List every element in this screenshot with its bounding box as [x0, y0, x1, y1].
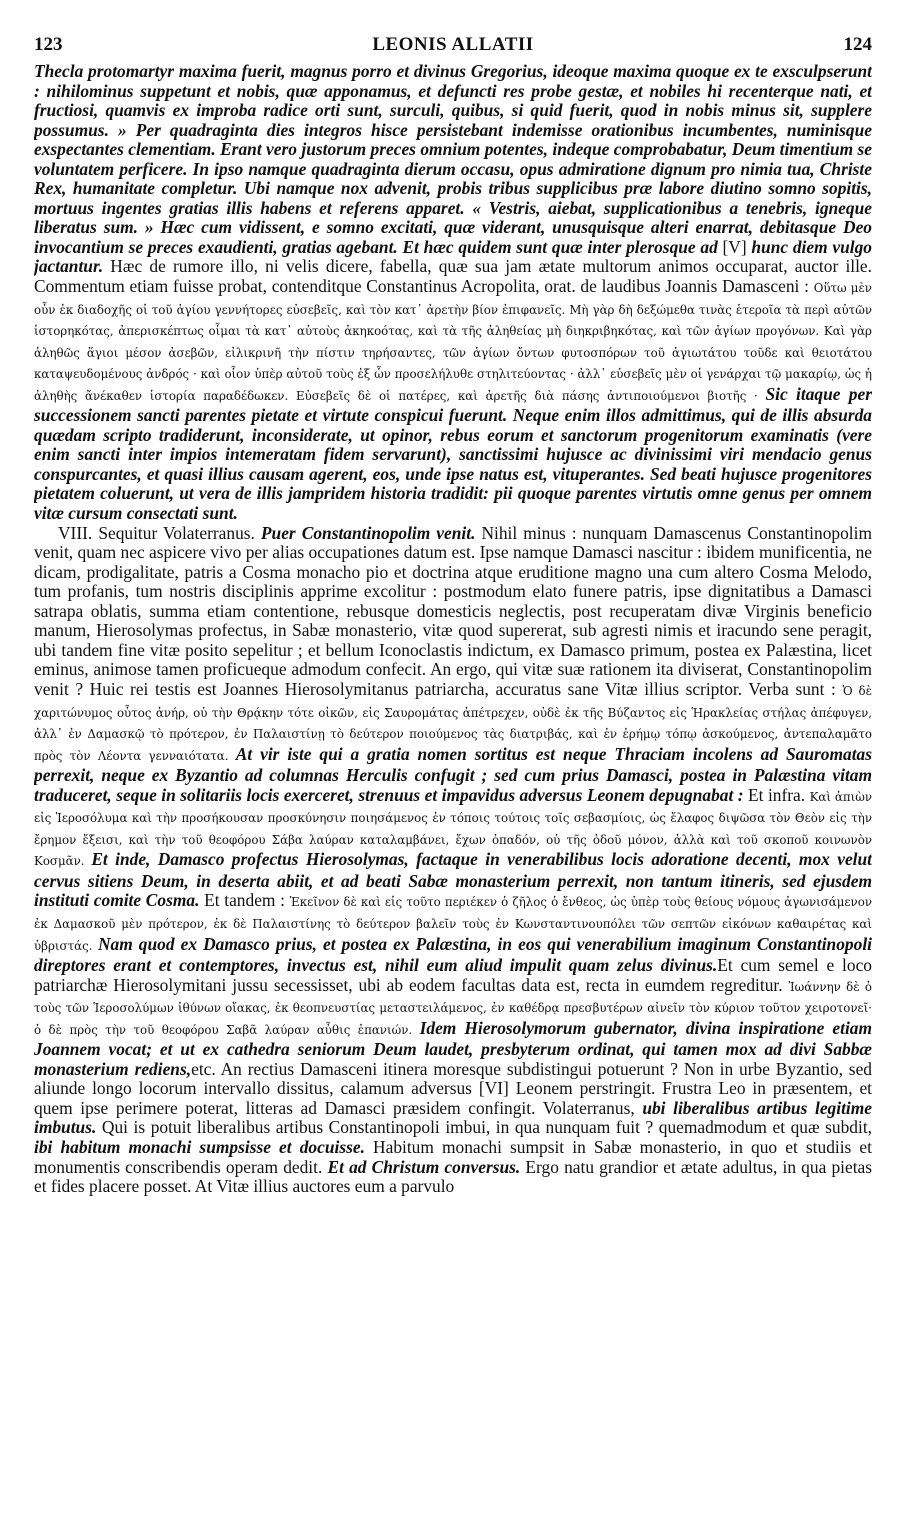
- text-body: [34, 62, 872, 1197]
- latin-italic-text: ibi habitum monachi sumpsisse et docuisse.: [34, 1136, 365, 1157]
- latin-italic-text: Thecla protomartyr maxima fuerit, magnus porro et divinus Gregorius, ideoque maxima quoque ex te exsculpserunt : nihilominus suppetunt et nobis, quæ apponamus, et defuncti res probe gestæ, et nobiles hi recenterque nati, et fructiosi, quamvis ex improba radice orti sunt, surculi, quibus, si quid fuerit, quod in nobis minus sit, supplere possumus. » Per quadraginta dies integros hisce persistebant indemisse orationibus incumbentes, numinisque exspectantes clementiam. Erant vero justorum preces omnium potentes, indeque comprobabatur, Deum timentium se voluntatem perficere. In ipso namque quadraginta dierum occasu, opus admiratione dignum pro nimia tua, Christe Rex, humanitate completur. Ubi namque nox advenit, probis tribus supplicibus præ labore diutino somno sopitis, mortuus ingentes gratias illis habens et referens apparet. « Vestris, aiebat, supplicationibus a tenebris, igneque liberatus sum. » Hæc cum vidissent, e somno excitati, quæ viderant, unusquisque alteri enarrat, debitasque Deo invocantium se preces exaudienti, gratias agebant. Et hæc quidem sunt quæ inter plerosque ad: [34, 61, 872, 257]
- latin-roman-text: Qui is potuit liberalibus artibus Constantinopoli imbui, in qua nunquam fuit ? quemadmodum et quæ subdit,: [96, 1117, 872, 1138]
- running-header: [34, 30, 872, 62]
- running-title: LEONIS ALLATII: [372, 34, 534, 55]
- latin-italic-text: At vir iste qui a gratia nomen sortitus est neque Thraciam incolens ad Sauromatas perrexit, neque ex Byzantio ad columnas Herculis confugit ; sed cum prius Damasci, postea in Palæstina vitam traduceret, seque in solitariis locis exerceret, strenuus et impavidus adversus Leonem depugnabat :: [34, 743, 872, 805]
- latin-roman-text: Ergo natu grandior et ætate adultus, in qua pietas et fides placere posset. At Vitæ illius auctores eum a parvulo: [34, 1156, 872, 1197]
- paragraph: [34, 62, 872, 524]
- page-number-left: 123: [34, 34, 63, 55]
- latin-italic-text: Et ad Christum conversus.: [327, 1156, 521, 1177]
- latin-roman-text: Nihil minus : nunquam Damascenus Constantinopolim venit, quam nec aspicere vivo per alias occupationes datum est. Ipse namque Damasci nascitur : ibidem munificentia, ne dicam, prodigalitate, patris a Cosma monacho pio et doctrina atque eruditione magno una cum altero Cosma Melodo, tum profanis, tum nostris disciplinis apprime excolitur : postmodum elato funere patris, ipse dignitatibus a Damasci satrapa oblatis, summa etiam contentione, rebusque domesticis neglectis, post recuperatam divæ Virginis beneficio manum, Hierosolymas profectus, in Sabæ monasterio, vitæ quod supererat, sub agresti nimis et iracundo sene peragit, ubi tandem fine vitæ posito sepelitur ; et bellum Iconoclastis indictum, ex Damasco primum, postea ex Palæstina, licet eminus, animose tamen proficueque admodum confecit. An ergo, qui vitæ suæ rationem ita diviserat, Constantinopolim venit ? Huic rei testis est Joannes Hierosolymitanus patriarcha, accuratus sane Vitæ illius scriptor. Verba sunt :: [34, 522, 872, 699]
- latin-roman-text: Et cum semel e loco patriarchæ Hierosolymitani jussu secessisset, ubi ab eodem facultas data est, recta in eumdem regreditur.: [34, 955, 872, 995]
- latin-roman-text: etc. An rectius Damasceni itinera moresque subdistingui potuerunt ? Non in urbe Byzantio, sed aliunde longo locorum intervallo dissitus, calamum adversus [VI] Leonem perstringit. Frustra Leo in præsentem, et quem ipse perimere poterat, litteras ad Damasci præsidem confingit. Volaterranus,: [34, 1058, 872, 1118]
- greek-quotation: Ἰωάννην δὲ ὁ τοὺς τῶν Ἱεροσολύμων ἰθύνων οἴακας, ἐκ θεοπνευστίας μεταστειλάμενος, ἐν καθέδρᾳ πρεσβυτέρων αἰνεῖν τὸν κύριον τοῦτον χειροτονεῖ· ὁ δὲ πρὸς τὴν τοῦ θεοφόρου Σαβᾶ λαύραν αὖθις ἐπανιών.: [34, 979, 872, 1037]
- latin-roman-text: [V]: [717, 236, 752, 257]
- latin-roman-text: Habitum monachi sumpsit in Sabæ monasterio, in quo et studiis et monumentis conscribendis operam dedit.: [34, 1136, 872, 1177]
- latin-italic-text: Et inde, Damasco profectus Hierosolymas, factaque in venerabilibus locis adoratione decenti, mox velut cervus sitiens Deum, in deserta abiit, et ad beati Sabæ monasterium perrexit, non tantum itineris, sed ejusdem instituti comite Cosma.: [34, 849, 872, 911]
- latin-italic-text: hunc diem vulgo jactantur.: [34, 236, 872, 277]
- latin-italic-text: Idem Hierosolymorum gubernator, divina inspiratione etiam Joannem vocat; et ut ex cathedra seniorum Deum laudet, presbyterum ordinat, qui tamen mox ad divi Sabbæ monasterium rediens,: [34, 1017, 872, 1079]
- latin-italic-text: ubi liberalibus artibus legitime imbutus.: [34, 1097, 872, 1138]
- latin-roman-text: VIII. Sequitur Volaterranus.: [58, 522, 261, 543]
- greek-quotation: Ἐκεῖνον δὲ καὶ εἰς τοῦτο περιέκεν ὁ ζῆλος ὁ ἔνθεος, ὡς ὑπὲρ τοὺς θείους νόμους ἀγωνισάμενον ἐκ Δαμασκοῦ μὲν πρότερον, ἐκ δὲ Παλαιστίνης τὸ δεύτερον βαλεῖν τοὺς ἐν Κωνσταντινουπόλει τῶν σεπτῶν εἰκόνων καθαιρέτας καὶ ὑβριστάς.: [34, 895, 872, 953]
- latin-italic-text: Puer Constantinopolim venit.: [260, 522, 476, 543]
- paragraph: [34, 524, 872, 1197]
- greek-quotation: Οὕτω μὲν οὖν ἐκ διαδοχῆς οἱ τοῦ ἁγίου γεννήτορες εὐσεβεῖς, καὶ τὸν κατ᾽ ἀρετὴν βίον ἐπιφανεῖς. Μὴ γὰρ δὴ δεξώμεθα τινὰς ἑτεροῖα τὰ περὶ αὐτῶν ἱστορηκότας, ἀπερισκέπτως οἶμαι τὰ κατ᾽ αὐτοὺς ἀκηκοότας, καὶ τὰ τῆς ἀληθείας μὴ διηκριβηκότας, καὶ τῶν ἁγίων προγόνων. Καὶ γὰρ ἀληθῶς ἅγιοι μέσον ἀσεβῶν, εἰλικρινῆ τὴν πίστιν τηρήσαντες, τῶν ἁγίων ὄντων φυτοσπόρων τοῦ ἁγιωτάτου τοῦδε καὶ θειοτάτου καταψευδομένους ἀνδρός · καὶ οἷον ὑπὲρ αὐτοῦ τοὺς ἐξ ὧν προσελήλυθε στηλιτεύοντας · ἀλλ᾽ εὐσεβεῖς μὲν οἱ γενάρχαι τῷ μακαρίῳ, ὡς ἡ ἀληθὴς ἄνέκαθεν ἱστορία παραδέδωκεν. Εὐσεβεῖς δὲ οἱ πατέρες, καὶ ἀρετῆς διὰ πάσης ἀντιποιούμενοι βιοτῆς ·: [34, 281, 872, 403]
- greek-quotation: Ὁ δὲ χαριτώνυμος οὗτος ἀνήρ, οὐ τὴν Θρᾴκην τότε οἰκῶν, εἰς Σαυρομάτας ἀπέτρεχεν, οὐδὲ ἐκ τῆς Βύζαντος εἰς Ἡρακλείας στήλας ἀπέφυγεν, ἀλλ᾽ ἐν Δαμασκῷ τὸ πρότερον, ἐν Παλαιστίνῃ τὸ δεύτερον ποιούμενος τὰς διατριβάς, καὶ ἐν ἐρήμῳ τόπῳ ἀσκούμενος, ἀντεπαλαμᾶτο πρὸς τὸν Λέοντα γενναιότατα.: [34, 683, 872, 763]
- latin-roman-text: Et tandem :: [199, 890, 290, 911]
- book-page: [34, 30, 872, 1525]
- latin-italic-text: Sic itaque per successionem sancti parentes pietate et virtute conspicui fuerunt. Neque enim illos admittimus, qui de illis absurda quædam scripto tradiderunt, inconsiderate, ut opinor, rebus eorum et sanctorum progenitorum examinatis (vere enim sancti inter impios intemeratam fidem servarunt), sanctissimi hujusce ac divinissimi viri mendacio genus conspurcantes, et quasi illius causam agerent, eos, unde ipse natus est, vituperantes. Sed beati hujusce progenitores pietatem coluerunt, ut vera de illis jampridem historia tradidit: pii quoque parentes virtutis omne genus per omnem vitæ cursum consectati sunt.: [34, 383, 872, 524]
- latin-italic-text: Nam quod ex Damasco prius, et postea ex Palæstina, in eos qui venerabilium imaginum Constantinopoli direptores erant et contemptores, invectus est, nihil eum aliud impulit quam zelus divinus.: [34, 933, 872, 976]
- page-number-right: 124: [843, 34, 872, 55]
- greek-quotation: Καὶ ἀπιὼν εἰς Ἱεροσόλυμα καὶ τὴν προσήκουσαν προσκύνησιν ποιησάμενος ἐν τόποις τούτοις τοῖς σεβασμίοις, ὡς ἔλαφος διψῶσα τὸν Θεὸν εἰς τὴν ἔρημον ἔξεισι, καὶ τὴν τοῦ θεοφόρου Σάβα λαύραν καταλαμβάνει, ἔχων ὀπαδόν, οὐ τῆς ὁδοῦ μόνον, ἀλλὰ καὶ τοῦ σκοποῦ κοινωνὸν Κοσμᾶν.: [34, 789, 872, 869]
- latin-roman-text: Hæc de rumore illo, ni velis dicere, fabella, quæ sua jam ætate multorum animos occuparat, auctor ille. Commentum etiam fuisse probat, contenditque Constantinus Acropolita, orat. de laudibus Joannis Damasceni :: [34, 256, 872, 297]
- latin-roman-text: Et infra.: [743, 784, 810, 805]
